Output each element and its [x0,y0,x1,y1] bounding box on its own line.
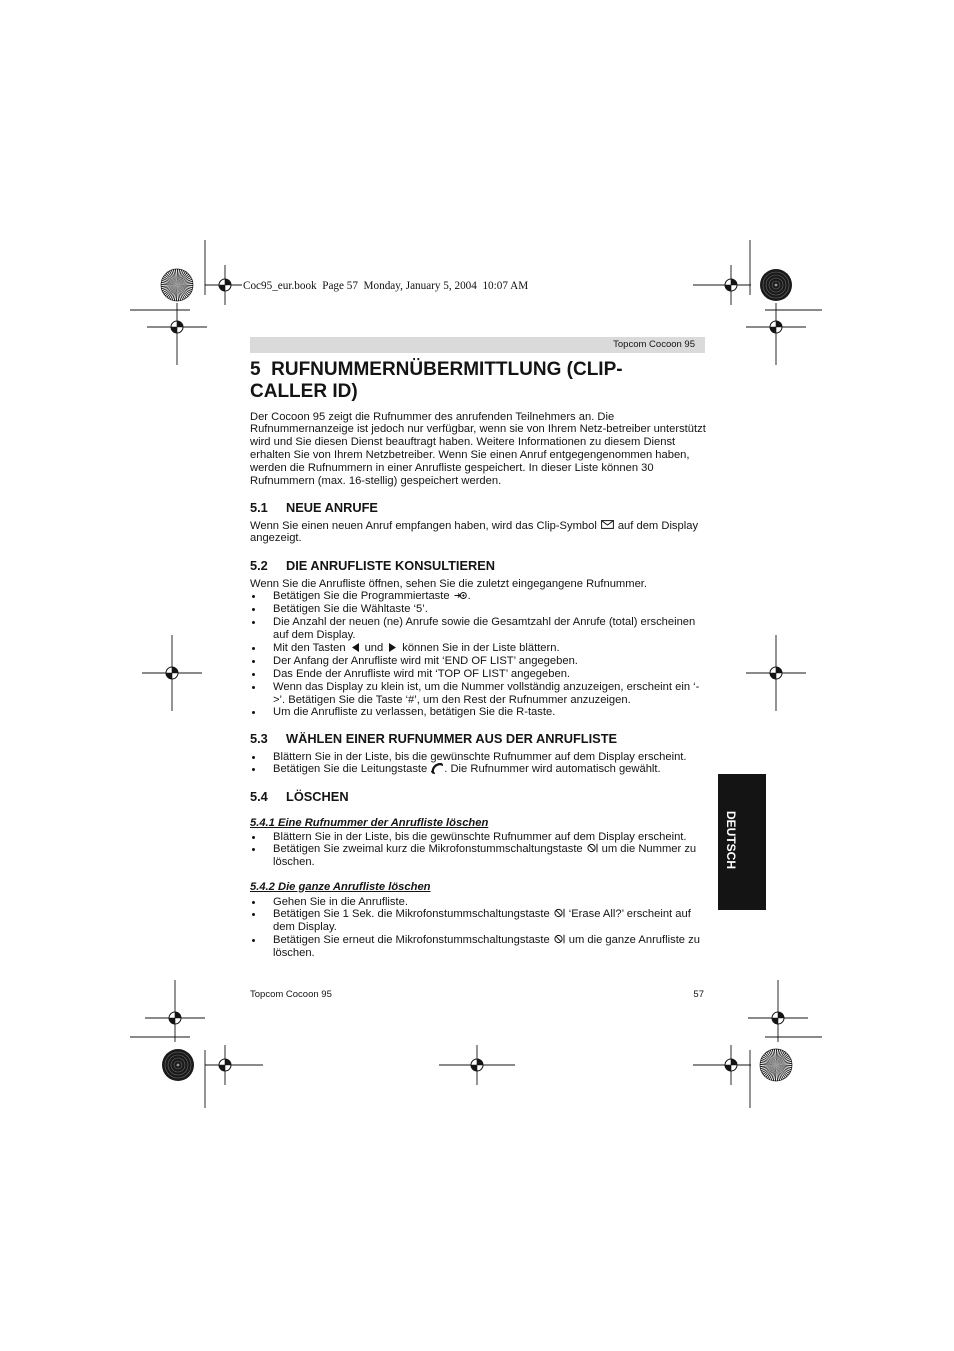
right-arrow-icon [389,643,396,652]
chapter-title-line: CALLER ID) [250,381,358,402]
crosshair-registration-mark [142,635,202,711]
print-slug: Coc95_eur.book Page 57 Monday, January 5, 2004 10:07 AM [243,280,529,292]
section-5-3-list [250,751,720,777]
running-header-title: Topcom Cocoon 95 [613,339,695,350]
bullet [252,673,255,676]
text-segment: können Sie in der Liste blättern. [402,641,560,654]
chapter-title [250,359,623,403]
section-title: NEUE ANRUFE [286,499,378,515]
chapter-title-line: 5 RUFNUMMERNÜBERMITTLUNG (CLIP- [250,359,623,380]
text-segment: um die Nummer zu [601,843,697,856]
text-line: erhalten Sie von Ihrem Netzbetreiber. Wenn Sie einen Anruf entgegengenommen haben, [250,449,690,462]
text-segment: Betätigen Sie erneut die Mikrofonstummschaltungstaste [273,934,550,947]
list-item [250,590,720,603]
text-segment: Betätigen Sie die Leitungstaste [273,763,428,776]
crosshair-registration-mark [205,265,242,305]
list-item [250,603,720,616]
text-line: Das Ende der Anrufliste wird mit ‘TOP OF LIST’ angegeben. [273,667,571,680]
subsection-heading: 5.4.2 Die ganze Anrufliste löschen [250,880,431,893]
starburst-registration-mark [161,269,193,301]
text-line [273,908,720,921]
text-line: >’. Betätigen Sie die Taste ‘#’, um den Rest der Rufnummer anzuzeigen. [273,693,631,706]
list-item [250,681,720,707]
subsection-5-4-1-list [250,831,720,870]
text-line [250,520,720,533]
bullet [252,756,255,759]
envelope-icon [601,520,614,529]
text-line: Blättern Sie in der Liste, bis die gewünschte Rufnummer auf dem Display erscheint. [273,750,687,763]
page-number: 57 [693,989,704,1000]
bullet [252,621,255,624]
bullet [252,595,255,598]
text-line [273,934,720,947]
mic-mute-icon [554,908,565,918]
text-line: werden die Rufnummern in einer Anrufliste gespeichert. In dieser Liste können 30 [250,462,654,475]
crosshair-registration-mark [145,980,205,1042]
section-heading [250,500,720,515]
bullet [252,913,255,916]
text-line: Die Anzahl der neuen (ne) Anrufe sowie die Gesamtzahl der Anrufe (total) erscheinen [273,616,696,629]
text-segment: ‘Erase All?’ erscheint auf [568,908,691,921]
crosshair-registration-mark [693,1045,751,1085]
text-line: Rufnummernanzeige ist jedoch nur verfügbar, wenn sie von Ihrem Netz-betreiber unterstützt [250,423,706,436]
text-line: wird und Sie diesen Dienst beauftragt haben. Weitere Informationen zu diesem Dienst [250,436,676,449]
text-line: Um die Anrufliste zu verlassen, betätigen Sie die R-taste. [273,706,556,719]
intro-paragraph [250,411,720,488]
section-number: 5.3 [250,730,268,746]
list-item [250,896,720,909]
text-segment: auf dem Display [617,519,699,532]
mic-mute-icon [554,934,565,944]
list-item [250,763,720,776]
text-line [273,763,720,776]
text-line [273,590,720,603]
text-segment: . Die Rufnummer wird automatisch gewählt. [444,763,661,776]
list-item [250,831,720,844]
text-line: Betätigen Sie die Wähltaste ‘5’. [273,603,428,616]
list-item [250,668,720,681]
text-line [273,642,720,655]
text-segment: Betätigen Sie die Programmiertaste [273,590,450,603]
text-segment: Betätigen Sie zweimal kurz die Mikrofonstummschaltungstaste [273,843,583,856]
text-line: angezeigt. [250,532,302,545]
bullet [252,608,255,611]
text-line: Wenn Sie die Anrufliste öffnen, sehen Sie die zuletzt eingegangene Rufnummer. [250,577,648,590]
text-segment: Wenn Sie einen neuen Anruf empfangen haben, wird das Clip-Symbol [250,519,597,532]
bullet [252,711,255,714]
text-line: löschen. [273,856,315,869]
section-5-1-paragraph [250,520,720,546]
crosshair-registration-mark [147,303,207,365]
list-item [250,642,720,655]
section-number: 5.1 [250,499,268,515]
list-item [250,616,720,642]
text-line: Rufnummern (max. 16-stellig) gespeichert werden. [250,474,502,487]
text-segment: Mit den Tasten [273,641,346,654]
subsection-heading: 5.4.1 Eine Rufnummer der Anrufliste löschen [250,816,489,829]
crosshair-registration-mark [205,1045,263,1085]
text-line: Wenn das Display zu klein ist, um die Nummer vollständig anzuzeigen, erscheint ein ‘- [273,680,700,693]
text-line: dem Display. [273,921,337,934]
text-line: Der Anfang der Anrufliste wird mit ‘END OF LIST’ angegeben. [273,654,578,667]
list-item [250,655,720,668]
text-line: löschen. [273,947,315,960]
list-item [250,908,720,934]
dark-registration-mark [162,1049,194,1081]
section-heading [250,558,720,573]
text-segment: und [364,641,384,654]
section-heading [250,731,720,746]
section-5-2-body [250,578,720,720]
list-item [250,934,720,960]
section-title: DIE ANRUFLISTE KONSULTIEREN [286,557,496,573]
text-segment: Betätigen Sie 1 Sek. die Mikrofonstummschaltungstaste [273,908,550,921]
text-line [273,843,720,856]
section-heading [250,789,720,804]
language-tab-label: DEUTSCH [724,811,738,870]
subsection-5-4-2-list [250,896,720,960]
text-line: Blättern Sie in der Liste, bis die gewünschte Rufnummer auf dem Display erscheint. [273,830,687,843]
bullet [252,836,255,839]
text-segment: um die ganze Anrufliste zu [568,934,700,947]
mic-mute-icon [587,843,598,853]
bullet [252,848,255,851]
list-item [250,751,720,764]
crosshair-registration-mark [746,635,806,711]
starburst-registration-mark [760,1049,792,1081]
left-arrow-icon [352,643,359,652]
footer-title: Topcom Cocoon 95 [250,989,332,1000]
crosshair-registration-mark [439,1045,515,1085]
program-key-icon [454,591,467,600]
bullet [252,901,255,904]
bullet [252,939,255,942]
section-number: 5.4 [250,788,268,804]
text-line: Gehen Sie in die Anrufliste. [273,895,408,908]
dark-registration-mark [760,269,792,301]
text-line: auf dem Display. [273,629,356,642]
list-item [250,706,720,719]
running-header-bar [250,337,705,353]
crosshair-registration-mark [693,265,751,305]
bullet [252,647,255,650]
list-item [250,843,720,869]
crosshair-registration-mark [746,303,806,365]
bullet [252,686,255,689]
section-title: LÖSCHEN [286,788,349,804]
phone-handset-icon [431,763,443,774]
text-line: Der Cocoon 95 zeigt die Rufnummer des anrufenden Teilnehmers an. Die [250,410,615,423]
section-number: 5.2 [250,557,268,573]
crosshair-registration-mark [748,980,808,1042]
section-title: WÄHLEN EINER RUFNUMMER AUS DER ANRUFLISTE [286,730,618,746]
bullet [252,660,255,663]
language-tab [718,774,766,910]
text-segment: . [467,590,471,603]
bullet [252,768,255,771]
